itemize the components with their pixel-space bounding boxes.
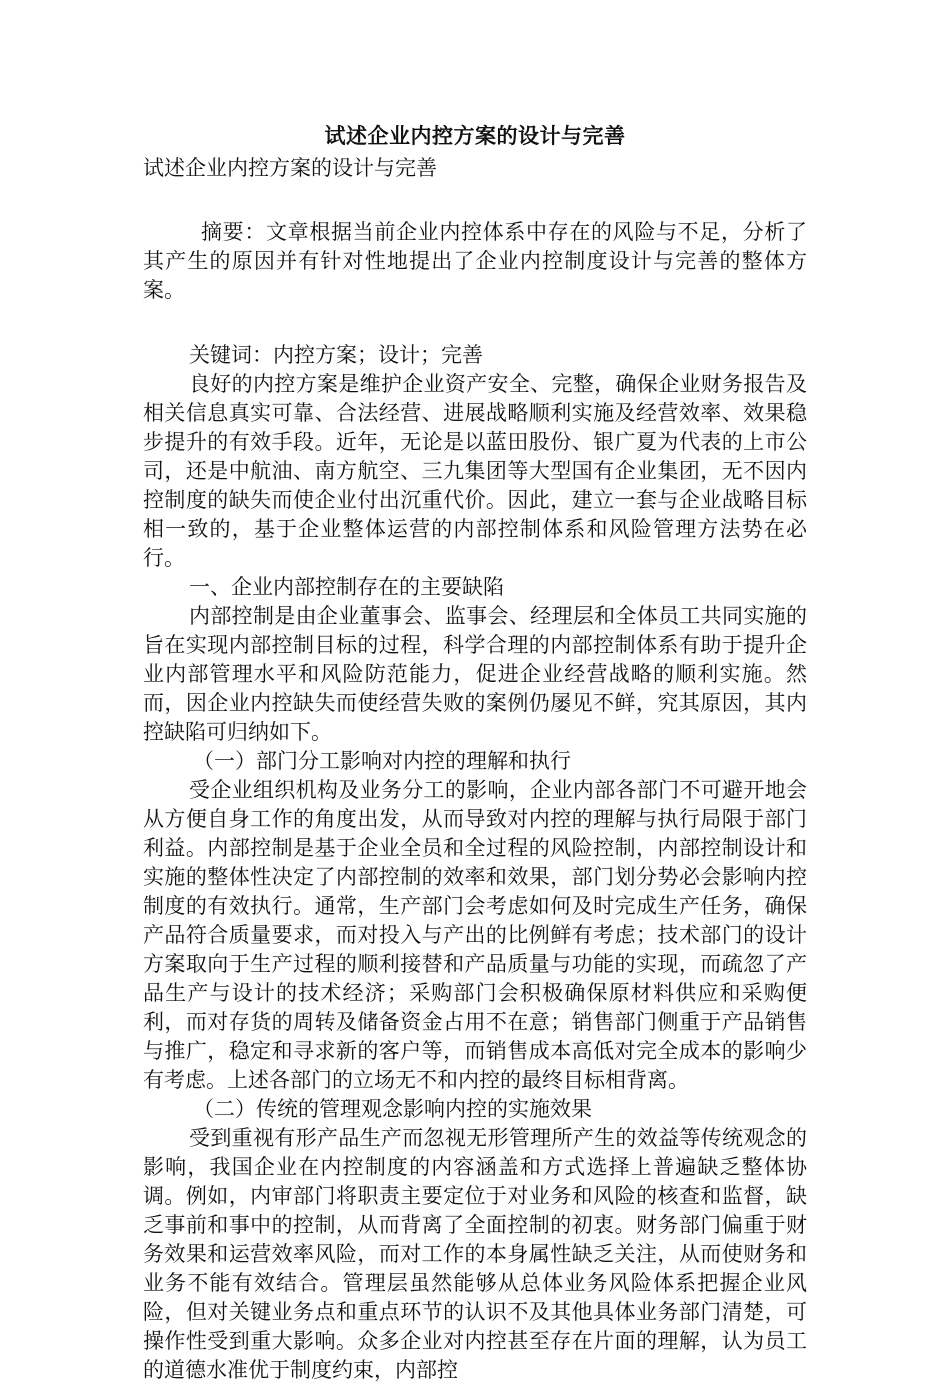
body-paragraph: 受到重视有形产品生产而忽视无形管理所产生的效益等传统观念的影响，我国企业在内控制度的内容涵盖和方式选择上普遍缺乏整体协调。例如，内审部门将职责主要定位于对业务和风险的核查和监督，缺乏事前和事中的控制，从而背离了全面控制的初衷。财务部门偏重于财务效果和运营效率风险，而对工作的本身属性缺乏关注，从而使财务和业务不能有效结合。管理层虽然能够从总体业务风险体系把握企业风险，但对关键业务点和重点环节的认识不及其他具体业务部门清楚，可操作性受到重大影响。众多企业对内控甚至存在片面的理解，认为员工的道德水准优于制度约束，内部控 <box>143 1126 807 1382</box>
subsection-heading: （二）传统的管理观念影响内控的实施效果 <box>193 1097 592 1121</box>
body-paragraph: 受企业组织机构及业务分工的影响，企业内部各部门不可避开地会从方便自身工作的角度出发，从而导致对内控的理解与执行局限于部门利益。内部控制是基于企业全员和全过程的风险控制，内部控制设计和实施的整体性决定了内部控制的效率和效果，部门划分势必会影响内控制度的有效执行。通常，生产部门会考虑如何及时完成生产任务，确保产品符合质量要求，而对投入与产出的比例鲜有考虑；技术部门的设计方案取向于生产过程的顺利接替和产品质量与功能的实现，而疏忽了产品生产与设计的技术经济；采购部门会积极确保原材料供应和采购便利，而对存货的周转及储备资金占用不在意；销售部门侧重于产品销售与推广，稳定和寻求新的客户等，而销售成本高低对完全成本的影响少有考虑。上述各部门的立场无不和内控的最终目标相背离。 <box>143 778 807 1092</box>
body-paragraph: 良好的内控方案是维护企业资产安全、完整，确保企业财务报告及相关信息真实可靠、合法经营、进展战略顺利实施及经营效率、效果稳步提升的有效手段。近年，无论是以蓝田股份、银广夏为代表的上市公司，还是中航油、南方航空、三九集团等大型国有企业集团，无不因内控制度的缺失而使企业付出沉重代价。因此，建立一套与企业战略目标相一致的，基于企业整体运营的内部控制体系和风险管理方法势在必行。 <box>143 372 807 570</box>
document-body <box>143 120 807 1385</box>
document-subtitle: 试述企业内控方案的设计与完善 <box>143 156 437 180</box>
subsection-heading: （一）部门分工影响对内控的理解和执行 <box>193 749 571 773</box>
spacer <box>143 305 807 341</box>
spacer <box>143 184 807 218</box>
section-heading: 一、企业内部控制存在的主要缺陷 <box>189 575 504 599</box>
keywords-line: 关键词：内控方案；设计；完善 <box>189 343 483 367</box>
document-title: 试述企业内控方案的设计与完善 <box>324 123 626 148</box>
abstract-paragraph: 摘要：文章根据当前企业内控体系中存在的风险与不足，分析了其产生的原因并有针对性地提出了企业内控制度设计与完善的整体方案。 <box>143 220 807 302</box>
body-paragraph: 内部控制是由企业董事会、监事会、经理层和全体员工共同实施的旨在实现内部控制目标的过程，科学合理的内部控制体系有助于提升企业内部管理水平和风险防范能力，促进企业经营战略的顺利实施。然而，因企业内控缺失而使经营失败的案例仍屡见不鲜，究其原因，其内控缺陷可归纳如下。 <box>143 604 807 744</box>
